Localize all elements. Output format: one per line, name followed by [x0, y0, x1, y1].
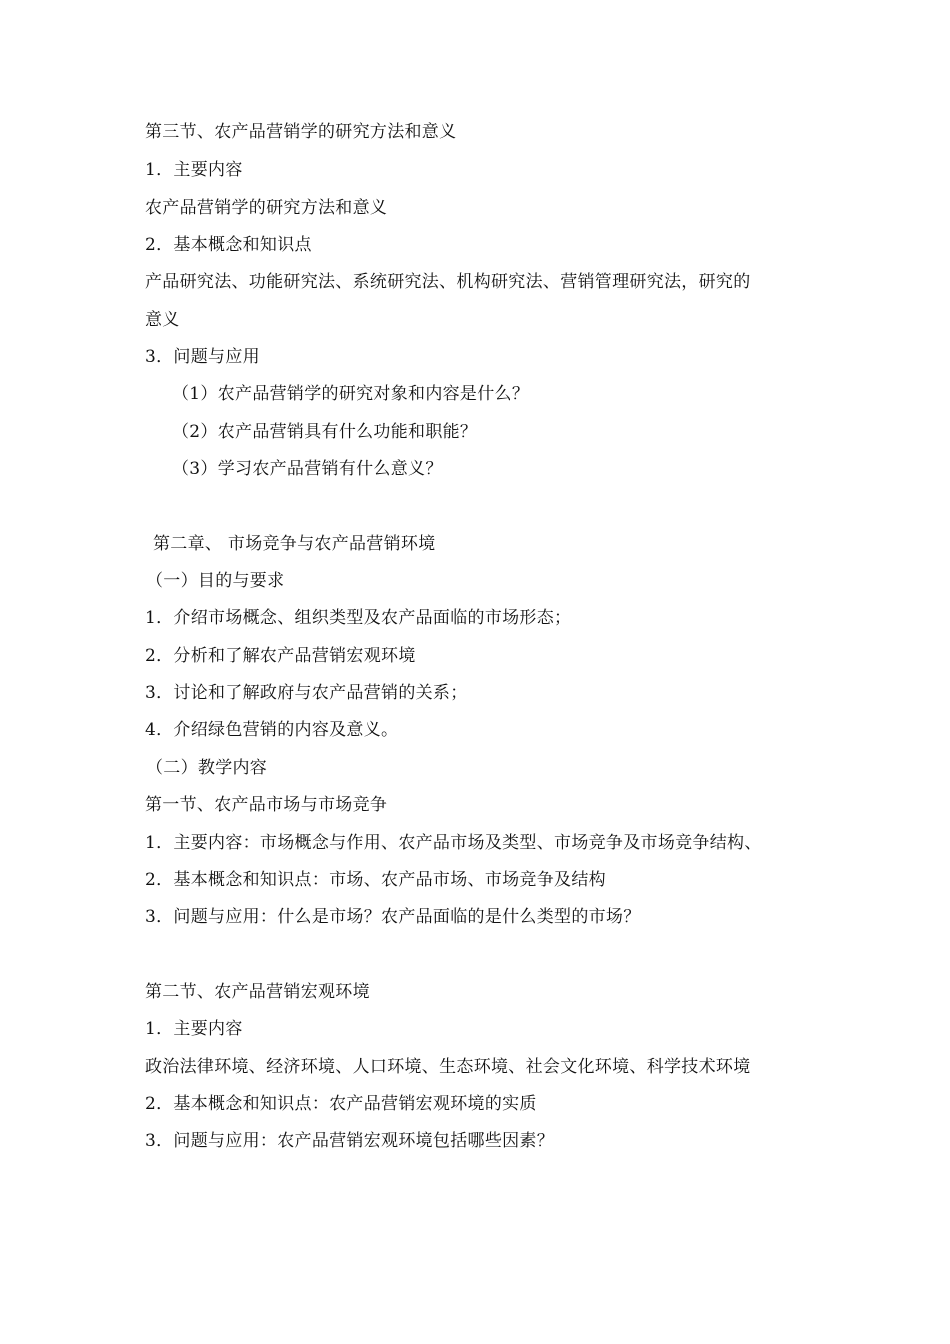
section-3-question-item: （2）农产品营销具有什么功能和职能？ — [172, 422, 478, 442]
chapter-2-section-2-concepts: 2．基本概念和知识点：农产品营销宏观环境的实质 — [145, 1094, 537, 1114]
chapter-2-section-2-main-content-heading: 1．主要内容 — [145, 1019, 243, 1039]
chapter-2-section-1-title: 第一节、农产品市场与市场竞争 — [145, 795, 388, 815]
chapter-2-section-2-main-content-text: 政治法律环境、经济环境、人口环境、生态环境、社会文化环境、科学技术环境 — [145, 1057, 751, 1077]
chapter-2-objective-item: 3．讨论和了解政府与农产品营销的关系； — [145, 683, 468, 703]
chapter-2-teaching-heading: （二）教学内容 — [146, 758, 268, 778]
section-3-main-content-heading: 1．主要内容 — [145, 160, 243, 180]
chapter-2-objective-item: 1．介绍市场概念、组织类型及农产品面临的市场形态； — [145, 608, 572, 628]
section-3-concepts-text-line1: 产品研究法、功能研究法、系统研究法、机构研究法、营销管理研究法，研究的 — [145, 272, 751, 292]
chapter-2-section-2-questions: 3．问题与应用：农产品营销宏观环境包括哪些因素？ — [145, 1131, 555, 1151]
section-3-question-item: （1）农产品营销学的研究对象和内容是什么？ — [172, 384, 530, 404]
chapter-2-objective-item: 4．介绍绿色营销的内容及意义。 — [145, 720, 399, 740]
section-3-questions-heading: 3．问题与应用 — [145, 347, 260, 367]
chapter-2-objective-item: 2．分析和了解农产品营销宏观环境 — [145, 646, 416, 666]
chapter-2-section-1-concepts: 2．基本概念和知识点：市场、农产品市场、市场竞争及结构 — [145, 870, 606, 890]
chapter-2-section-2-title: 第二节、农产品营销宏观环境 — [145, 982, 370, 1002]
chapter-2-title: 第二章、 市场竞争与农产品营销环境 — [153, 534, 436, 554]
chapter-2-section-1-questions: 3．问题与应用：什么是市场？农产品面临的是什么类型的市场？ — [145, 907, 641, 927]
section-3-question-item: （3）学习农产品营销有什么意义？ — [172, 459, 443, 479]
chapter-2-section-1-main-content: 1．主要内容：市场概念与作用、农产品市场及类型、市场竞争及市场竞争结构、 — [145, 833, 762, 853]
section-3-concepts-text-line2: 意义 — [145, 310, 180, 330]
section-3-concepts-heading: 2．基本概念和知识点 — [145, 235, 312, 255]
section-3-main-content-text: 农产品营销学的研究方法和意义 — [145, 198, 388, 218]
section-3-title: 第三节、农产品营销学的研究方法和意义 — [145, 122, 457, 142]
chapter-2-objectives-heading: （一）目的与要求 — [146, 571, 285, 591]
